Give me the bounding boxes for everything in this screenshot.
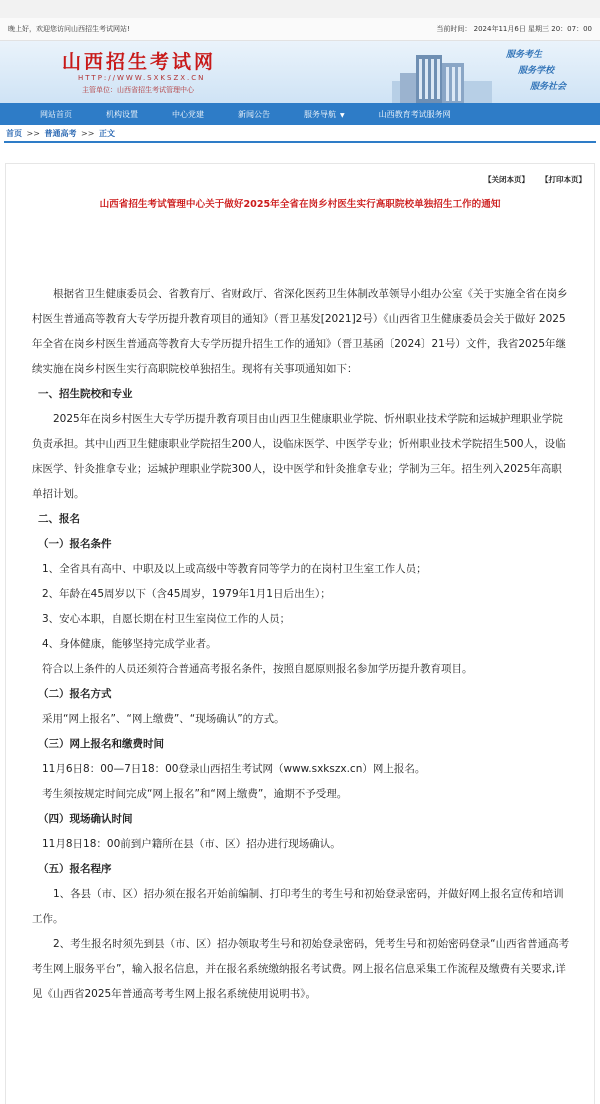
article-panel (5, 163, 595, 1104)
site-sponsor: 主管单位：山西省招生考试管理中心 (82, 86, 194, 94)
print-page-button[interactable]: 【打印本页】 (541, 174, 586, 184)
close-page-button[interactable]: 【关闭本页】 (484, 174, 529, 184)
site-url: HTTP://WWW.SXKSZX.CN (78, 74, 206, 82)
breadcrumb-section[interactable]: 普通高考 (44, 129, 77, 138)
paragraph: 符合以上条件的人员还须符合普通高考报名条件，按照自愿原则报名参加学历提升教育项目。 (42, 663, 473, 675)
article-body (6, 282, 594, 1007)
list-item: 1、各县（市、区）招办须在报名开始前编制、打印考生的考生号和初始登录密码，并做好网上报名宣传和培训工作。 (32, 888, 564, 925)
site-title[interactable]: 山西招生考试网 (62, 51, 217, 73)
section-heading: 二、报名 (38, 513, 80, 525)
subsection-heading: （一）报名条件 (38, 538, 112, 550)
paragraph-intro: 根据省卫生健康委员会、省教育厅、省财政厅、省深化医药卫生体制改革领导小组办公室《关于实施全省在岗乡村医生普通高等教育大专学历提升教育项目的通知》（晋卫基发[2021]2号）《山西省卫生健康委员会关于做好 2025 年全省在岗乡村医生普通高等教育大专学历提升招生工作的通知》（晋卫基函〔2024〕21号）文件，我省2025年继续实施在岗乡村医生实行高职院校单独招生。现将有关事项通知如下： (32, 288, 568, 375)
list-item: 1、全省具有高中、中职及以上或高级中等教育同等学力的在岗村卫生室工作人员； (42, 563, 427, 575)
paragraph: 11月6日8：00—7日18：00登录山西招生考试网（www.sxkszx.cn）网上报名。 (42, 763, 426, 775)
subsection-heading: （三）网上报名和缴费时间 (38, 738, 164, 750)
breadcrumb-separator: >> (81, 129, 95, 138)
paragraph: 11月8日18：00前到户籍所在县（市、区）招办进行现场确认。 (42, 838, 341, 850)
article-title: 山西省招生考试管理中心关于做好2025年全省在岗乡村医生实行高职院校单独招生工作的通知 (99, 199, 501, 210)
slogan-1: 服务考生 (506, 50, 543, 60)
slogan-2: 服务学校 (518, 66, 555, 76)
subsection-heading: （五）报名程序 (38, 863, 112, 875)
top-info-bar (0, 18, 600, 41)
list-item: 3、安心本职，自愿长期在村卫生室岗位工作的人员； (42, 613, 291, 625)
section-heading: 一、招生院校和专业 (38, 388, 133, 400)
paragraph: 考生须按规定时间完成“网上报名”和“网上缴费”，逾期不予受理。 (42, 788, 348, 800)
list-item: 2、考生报名时须先到县（市、区）招办领取考生号和初始登录密码，凭考生号和初始密码登录“山西省普通高考考生网上服务平台”，输入报名信息，并在报名系统缴纳报名考试费。网上报名信息采集工作流程及缴费有关要求,详见《山西省2025年普通高考考生网上报名系统使用说明书》。 (32, 938, 570, 1000)
main-nav (0, 103, 600, 125)
breadcrumb-separator: >> (26, 129, 40, 138)
nav-services-label: 服务导航 (304, 109, 336, 119)
subsection-heading: （二）报名方式 (38, 688, 112, 700)
building-illustration (392, 51, 492, 103)
paragraph: 2025年在岗乡村医生大专学历提升教育项目由山西卫生健康职业学院、忻州职业技术学院和运城护理职业学院负责承担。其中山西卫生健康职业学院招生200人，设临床医学、中医学专业；忻州职业技术学院招生500人，设临床医学、针灸推拿专业；运城护理职业学院300人，设中医学和针灸推拿专业；学制为三年。招生列入2025年高职单招计划。 (32, 413, 566, 500)
breadcrumb-home[interactable]: 首页 (6, 129, 22, 138)
slogan-3: 服务社会 (530, 82, 567, 92)
breadcrumb-current: 正文 (99, 129, 115, 138)
welcome-text: 晚上好，欢迎您访问山西招生考试网站! (8, 25, 130, 33)
nav-exam-service-site[interactable]: 山西教育考试服务网 (378, 109, 451, 119)
browser-top-strip (0, 0, 600, 18)
list-item: 2、年龄在45周岁以下（含45周岁，1979年1月1日后出生）； (42, 588, 331, 600)
list-item: 4、身体健康，能够坚持完成学业者。 (42, 638, 217, 650)
nav-party-building[interactable]: 中心党建 (172, 109, 204, 119)
site-banner (0, 41, 600, 103)
subsection-heading: （四）现场确认时间 (38, 813, 133, 825)
breadcrumb (0, 127, 600, 141)
nav-services[interactable] (304, 109, 345, 120)
chevron-down-icon: ▼ (340, 111, 345, 119)
breadcrumb-divider (4, 141, 596, 143)
paragraph: 采用“网上报名”、“网上缴费”、“现场确认”的方式。 (42, 713, 285, 725)
nav-organization[interactable]: 机构设置 (106, 109, 138, 119)
nav-home[interactable]: 网站首页 (40, 109, 72, 119)
article-actions (6, 164, 594, 194)
current-datetime: 当前时间： 2024年11月6日 星期三 20：07：00 (436, 25, 592, 33)
nav-news[interactable]: 新闻公告 (238, 109, 270, 119)
